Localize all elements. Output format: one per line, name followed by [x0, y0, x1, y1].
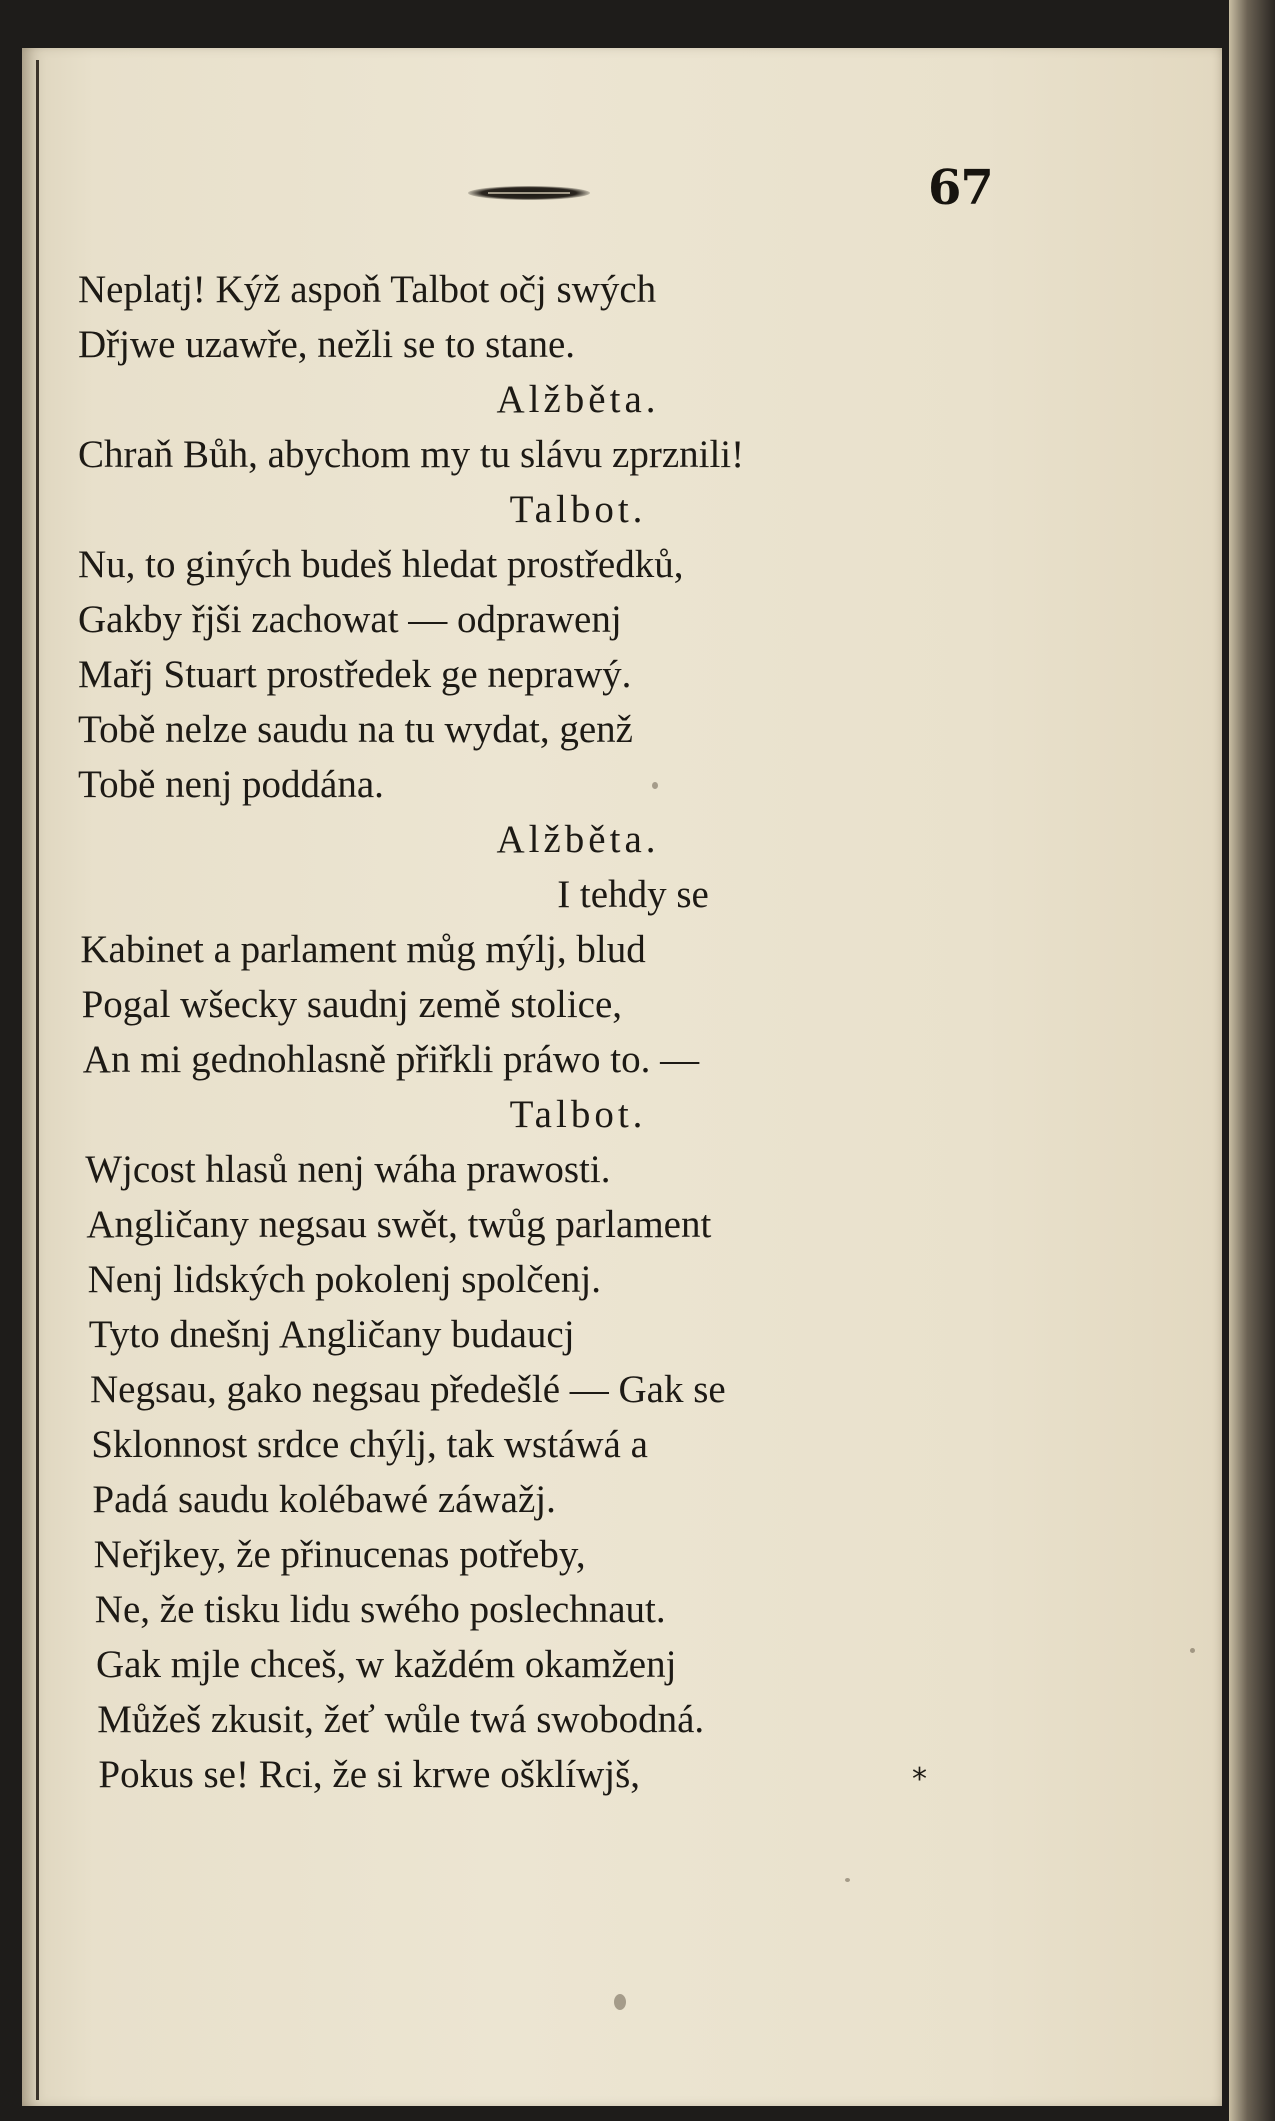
verse-line: Angličany negsau swět, twůg parlament	[86, 1203, 712, 1246]
speaker-name: Talbot.	[509, 1093, 647, 1136]
verse-line: Padá saudu kolébawé záwažj.	[92, 1478, 556, 1521]
verse-line: Sklonnost srdce chýlj, tak wstáwá a	[91, 1423, 648, 1466]
speaker-name: Talbot.	[509, 488, 647, 531]
verse-line: Gak mjle chceš, w každém okamženj	[96, 1643, 677, 1686]
verse-line: Chraň Bůh, abychom my tu slávu zprznili!	[78, 433, 745, 476]
verse-line: Neřjkey, že přinucenas potřeby,	[93, 1533, 586, 1576]
verse-line: Nenj lidských pokolenj spolčenj.	[87, 1258, 602, 1301]
verse-line: Pokus se! Rci, že si krwe ošklíwjš,	[98, 1753, 641, 1796]
verse-line: Neplatj! Kýž aspoň Talbot očj swých	[78, 268, 657, 311]
binding-gutter	[36, 60, 39, 2100]
header-ornament	[468, 186, 590, 200]
verse-line: Tyto dnešnj Angličany budaucj	[88, 1313, 575, 1356]
verse-line: Dřjwe uzawře, nežli se to stane.	[78, 323, 576, 366]
verse-line: Pogal wšecky saudnj země stolice,	[81, 983, 623, 1026]
verse-line: Gakby řjši zachowat — odprawenj	[78, 598, 622, 641]
paper-speck	[614, 1994, 626, 2010]
verse-line: Nu, to giných budeš hledat prostředků,	[78, 543, 684, 586]
verse-line: Ne, že tisku lidu swého poslechnaut.	[94, 1588, 666, 1631]
verse-line: I tehdy se	[557, 873, 709, 916]
verse-line: Můžeš zkusit, žeť wůle twá swobodná.	[97, 1698, 705, 1741]
page-edge	[1229, 0, 1275, 2121]
speaker-name: Alžběta.	[496, 378, 660, 421]
signature-mark: *	[912, 1762, 927, 1797]
paper-speck	[845, 1878, 850, 1882]
verse-line: Mařj Stuart prostředek ge neprawý.	[78, 653, 632, 696]
verse-text-block	[78, 262, 1038, 1802]
verse-line: Tobě nenj poddána.	[78, 763, 384, 806]
verse-line: Negsau, gako negsau předešlé — Gak se	[90, 1368, 726, 1411]
verse-line: An mi gednohlasně přiřkli práwo to. —	[82, 1038, 700, 1081]
verse-line: Kabinet a parlament můg mýlj, blud	[80, 928, 646, 971]
speaker-name: Alžběta.	[496, 818, 660, 861]
paper-speck	[1190, 1648, 1195, 1653]
paper-speck	[652, 782, 658, 789]
verse-line: Wjcost hlasů nenj wáha prawosti.	[85, 1148, 611, 1191]
page-number: 67	[928, 160, 993, 216]
verse-line: Tobě nelze saudu na tu wydat, genž	[78, 708, 633, 751]
